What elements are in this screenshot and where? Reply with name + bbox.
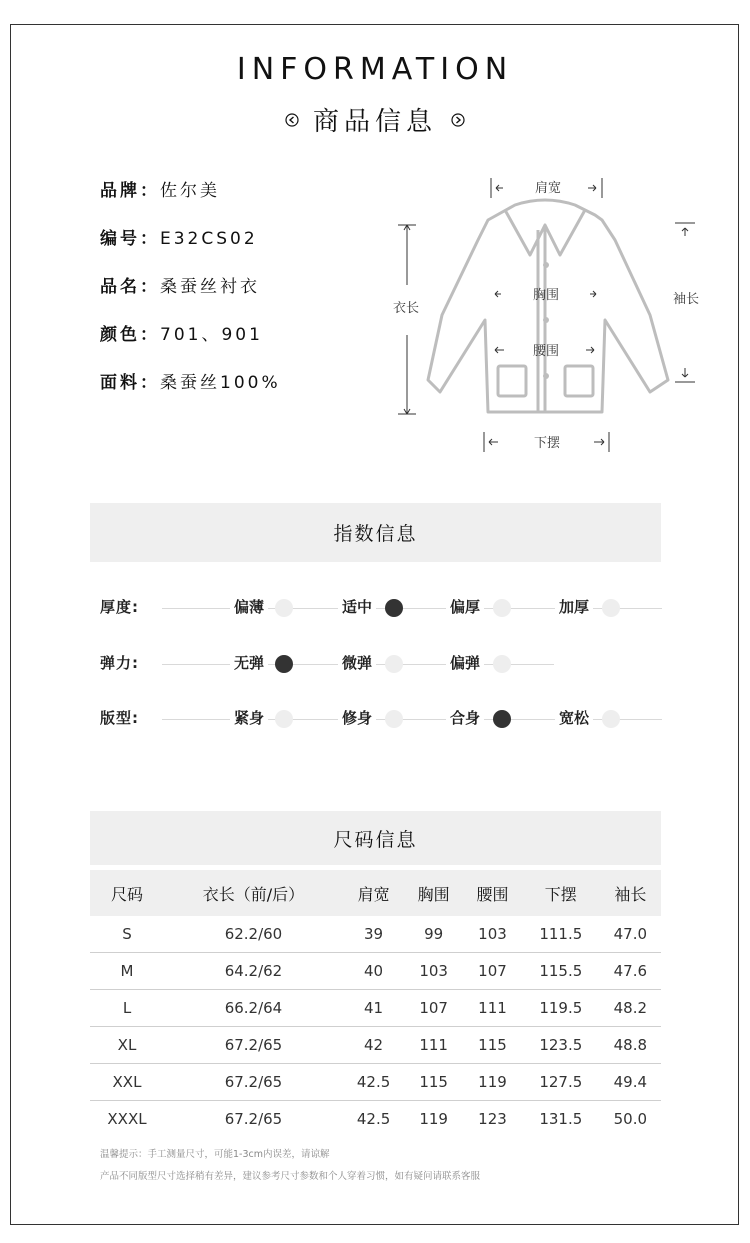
table-cell: 48.2: [600, 990, 661, 1027]
option-dot-selected: [275, 655, 293, 673]
table-cell: 107: [404, 990, 463, 1027]
table-cell: 67.2/65: [224, 1110, 283, 1128]
table-cell: 115.5: [522, 953, 600, 990]
table-cell: 47.0: [600, 916, 661, 953]
table-cell: 67.2/65: [164, 1027, 343, 1064]
shirt-outline: [428, 200, 668, 412]
index-label: 弹力:: [100, 654, 139, 672]
label-shoulder: 肩宽: [534, 181, 562, 196]
index-row-elasticity: [100, 648, 670, 678]
table-cell: 123: [478, 1110, 507, 1128]
table-cell: 127.5: [522, 1064, 600, 1101]
label-sleeve: 袖长: [672, 292, 700, 307]
column-header: 肩宽: [343, 870, 404, 916]
option-text: 加厚: [555, 596, 593, 617]
column-header: 尺码: [90, 870, 164, 916]
table-cell: 42.5: [356, 1110, 391, 1128]
column-header: 衣长（前/后）: [164, 870, 343, 916]
option-dot: [602, 599, 620, 617]
option-dot: [385, 655, 403, 673]
table-cell: 115: [404, 1064, 463, 1101]
info-key: 面料：: [100, 373, 160, 393]
table-cell: 40: [343, 953, 404, 990]
table-cell: 119: [419, 1110, 448, 1128]
info-code: [100, 224, 258, 249]
option-text: 无弹: [230, 652, 268, 673]
table-cell: 66.2/64: [164, 990, 343, 1027]
table-cell: 39: [343, 916, 404, 953]
info-value: 桑蚕丝衬衣: [160, 277, 260, 297]
column-header: 袖长: [600, 870, 661, 916]
table-cell: 119: [463, 1064, 522, 1101]
option-text: 偏薄: [230, 596, 268, 617]
column-header: 胸围: [404, 870, 463, 916]
index-row-thickness: [100, 592, 670, 622]
option-dot-selected: [493, 710, 511, 728]
table-cell: 64.2/62: [164, 953, 343, 990]
title-cn-row: [0, 101, 750, 138]
table-row: [90, 1027, 661, 1064]
table-cell: S: [90, 916, 164, 953]
table-cell: 119.5: [522, 990, 600, 1027]
info-color: [100, 320, 263, 345]
table-cell: M: [90, 953, 164, 990]
option-dot: [385, 710, 403, 728]
table-cell: 48.8: [600, 1027, 661, 1064]
label-hem: 下摆: [533, 436, 561, 451]
info-key: 品牌：: [100, 181, 160, 201]
table-cell: 47.6: [600, 953, 661, 990]
table-row: [90, 1064, 661, 1101]
table-cell: 111: [404, 1027, 463, 1064]
column-header: 下摆: [522, 870, 600, 916]
title-cn: 商品信息: [312, 107, 437, 137]
table-cell: 115: [463, 1027, 522, 1064]
table-row: [90, 953, 661, 990]
info-value: 桑蚕丝100%: [160, 373, 281, 393]
size-table-header: [90, 870, 661, 916]
table-cell: 49.4: [600, 1064, 661, 1101]
option-dot: [602, 710, 620, 728]
option-dot: [493, 599, 511, 617]
table-cell: 123.5: [522, 1027, 600, 1064]
table-cell: 103: [404, 953, 463, 990]
option-text: 偏厚: [446, 596, 484, 617]
info-name: [100, 272, 260, 297]
option-dot: [493, 655, 511, 673]
option-text: 宽松: [555, 707, 593, 728]
table-cell: 103: [463, 916, 522, 953]
table-cell: 107: [463, 953, 522, 990]
label-chest: 胸围: [532, 288, 560, 303]
index-label: 版型:: [100, 709, 139, 727]
option-text: 偏弹: [446, 652, 484, 673]
right-arrow-icon: [451, 113, 465, 127]
table-cell: 42: [343, 1027, 404, 1064]
table-cell: 41: [343, 990, 404, 1027]
info-key: 品名：: [100, 277, 160, 297]
info-brand: [100, 176, 220, 201]
title-en: INFORMATION: [236, 52, 514, 87]
info-value: 佐尔美: [160, 181, 220, 201]
index-label: 厚度:: [100, 598, 139, 616]
option-text: 紧身: [230, 707, 268, 728]
column-header: 腰围: [463, 870, 522, 916]
table-cell: XXL: [90, 1064, 164, 1101]
info-key: 颜色：: [100, 325, 160, 345]
note-advice: 产品不同版型尺寸选择稍有差异，建议参考尺寸参数和个人穿着习惯，如有疑问请联系客服: [100, 1171, 481, 1182]
info-key: 编号：: [100, 229, 160, 249]
info-value: E32CS02: [160, 229, 258, 249]
option-text: 适中: [338, 596, 376, 617]
table-cell: 42.5: [343, 1064, 404, 1101]
option-dot: [275, 710, 293, 728]
table-row: [90, 990, 661, 1027]
table-row: [90, 1101, 661, 1138]
shirt-measurement-diagram: [380, 170, 710, 460]
table-cell: XL: [90, 1027, 164, 1064]
size-section-title: 尺码信息: [90, 811, 661, 865]
table-cell: L: [90, 990, 164, 1027]
table-cell: 111.5: [522, 916, 600, 953]
table-cell: 50.0: [613, 1110, 648, 1128]
label-length: 衣长: [392, 301, 420, 316]
index-section-title: 指数信息: [90, 503, 661, 562]
table-cell: 67.2/65: [164, 1064, 343, 1101]
label-waist: 腰围: [532, 344, 560, 359]
option-dot-selected: [385, 599, 403, 617]
info-fabric: [100, 368, 281, 393]
option-text: 微弹: [338, 652, 376, 673]
option-dot: [275, 599, 293, 617]
table-cell: 111: [463, 990, 522, 1027]
size-table: [90, 870, 661, 1137]
table-row: [90, 916, 661, 953]
info-value: 701、901: [160, 325, 263, 345]
note-tip: 温馨提示：手工测量尺寸，可能1-3cm内误差，请谅解: [100, 1149, 330, 1160]
option-text: 合身: [446, 707, 484, 728]
index-row-fit: [100, 703, 670, 733]
table-cell: 131.5: [539, 1110, 583, 1128]
table-cell: 99: [404, 916, 463, 953]
left-arrow-icon: [285, 113, 299, 127]
table-cell: 62.2/60: [164, 916, 343, 953]
table-cell: XXXL: [107, 1110, 147, 1128]
option-text: 修身: [338, 707, 376, 728]
